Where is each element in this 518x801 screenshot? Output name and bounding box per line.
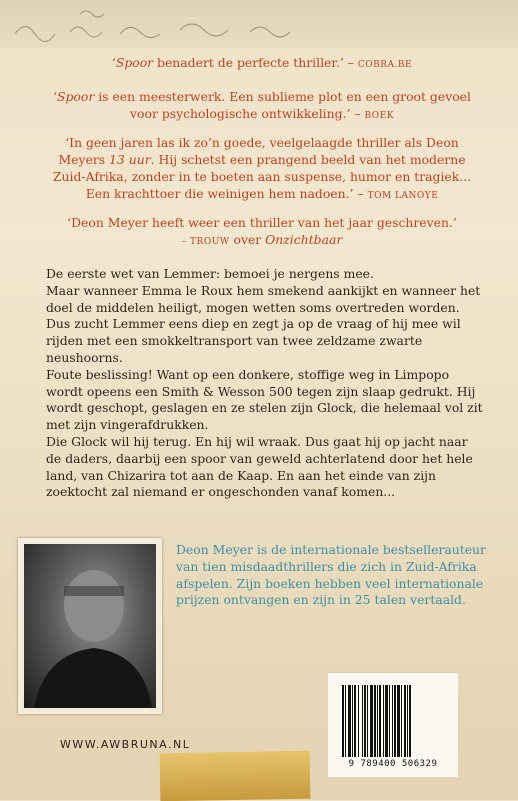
blurb <box>46 266 484 501</box>
quote-text: is een meesterwerk. Een sublieme plot en een groot gevoel voor psychologische ontwikkeling.’ – <box>94 89 471 121</box>
barcode-icon <box>340 685 446 757</box>
portrait-silhouette <box>24 544 156 708</box>
quote-text: benadert de perfecte thriller.’ – <box>153 55 358 70</box>
quote-text: over <box>229 232 266 247</box>
decorative-photo-strip <box>160 751 311 801</box>
quote-source: BOEK <box>364 111 394 121</box>
review-quote-boek: ‘Spoor is een meesterwerk. Een sublieme plot en een groot gevoel voor psychologische ontwikkeling.’ – BOEK <box>53 89 471 121</box>
author-bio: Deon Meyer is de internationale bestsellerauteur van tien misdaadthrillers die zich in Zuid-Afrika afspelen. Zijn boeken hebben veel internationale prijzen ontvangen en zijn in 25 talen vertaald. <box>176 542 486 608</box>
blurb-paragraph: Maar wanneer Emma le Roux hem smekend aankijkt en wanneer het doel de middelen heiligt, mogen wetten soms overtreden worden. Dus zucht Lemmer eens diep en zegt ja op de vraag of hij mee wil rijden met een smokkeltransport van twee zeldzame zwarte neushoorns. <box>46 282 481 365</box>
quote-book-title: Spoor <box>115 55 154 70</box>
review-quote-cobra: ‘Spoor benadert de perfecte thriller.’ – COBRA.BE <box>111 55 413 70</box>
quote-text: ‘Deon Meyer heeft weer een thriller van het jaar geschreven.’ <box>67 215 457 230</box>
quote-text: ‘In geen jaren las ik zo’n goede, veelgelaagde thriller als Deon Meyers <box>58 135 459 167</box>
barcode-panel <box>328 672 458 777</box>
blurb-paragraph: Foute beslissing! Want op een donkere, stoffige weg in Limpopo wordt opeens een Smith & Wesson 500 tegen zijn slaap gedrukt. Hij wordt geschopt, geslagen en ze stelen zijn Glock, die helemaal vol zit met zijn vingerafdrukken. <box>46 366 483 433</box>
author-portrait-image <box>24 544 156 708</box>
quote-book-title: Onzichtbaar <box>265 232 343 247</box>
quote-book-title: 13 uur <box>109 152 151 167</box>
quote-source: TOM LANOYE <box>367 191 439 201</box>
review-quote-trouw <box>42 214 482 251</box>
blurb-paragraph: De eerste wet van Lemmer: bemoei je nergens mee. <box>46 266 374 281</box>
blurb-paragraph: Die Glock wil hij terug. En hij wil wraak. Dus gaat hij op jacht naar de daders, daarbij een spoor van geweld achterlatend door het hele land, van Chizarira tot aan de Kaap. En aan het einde van zijn zoektocht zal niemand er ongeschonden vanaf komen... <box>46 433 473 500</box>
quote-source: COBRA.BE <box>357 60 413 70</box>
handwriting-scribble <box>10 4 340 44</box>
quote-source: – TROUW <box>181 237 230 247</box>
quote-text: . Hij schetst een prangend beeld van het moderne Zuid-Afrika, zonder in te boeten aan suspense, humor en tragiek... Een krachttoer die weinigen hem nadoen.’ – <box>52 152 472 201</box>
author-photo <box>18 538 162 714</box>
isbn-number: 9 789400 506329 <box>348 759 438 769</box>
paper-clipping <box>0 0 518 48</box>
review-quote-lanoye <box>42 134 482 205</box>
publisher-website: WWW.AWBRUNA.NL <box>60 738 191 751</box>
quote-book-title: Spoor <box>56 89 95 104</box>
